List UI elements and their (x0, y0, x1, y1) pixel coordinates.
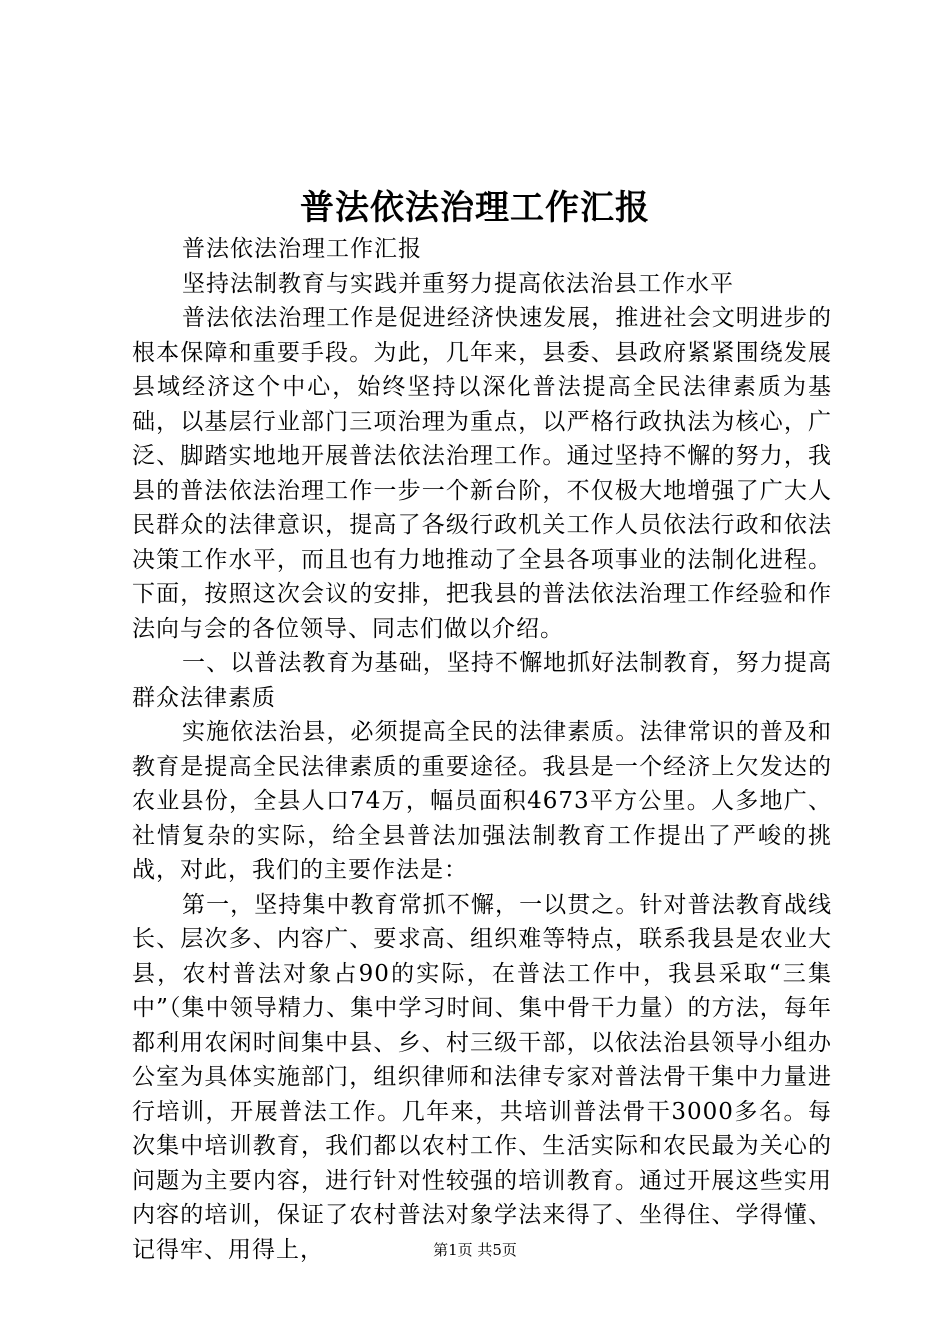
page-title: 普法依法治理工作汇报 (300, 188, 650, 228)
paragraph-heading: 坚持法制教育与实践并重努力提高依法治县工作水平 (182, 270, 734, 297)
section-heading-1: 一、以普法教育为基础，坚持不懈地抓好法制教育，努力提高群众法律素质 (132, 650, 832, 711)
paragraph-intro: 普法依法治理工作是促进经济快速发展，推进社会文明进步的根本保障和重要手段。为此，几年来，县委、县政府紧紧围绕发展县域经济这个中心，始终坚持以深化普法提高全民法律素质为基础，以基层行业部门三项治理为重点，以严格行政执法为核心，广泛、脚踏实地地开展普法依法治理工作。通过坚持不懈的努力，我县的普法依法治理工作一步一个新台阶，不仅极大地增强了广大人民群众的法律意识，提高了各级行政机关工作人员依法行政和依法决策工作水平，而且也有力地推动了全县各项事业的法制化进程。下面，按照这次会议的安排，把我县的普法依法治理工作经验和作法向与会的各位领导、同志们做以介绍。 (132, 305, 832, 642)
paragraph-subtitle: 普法依法治理工作汇报 (182, 236, 422, 262)
paragraph-point-1: 第一，坚持集中教育常抓不懈，一以贯之。针对普法教育战线长、层次多、内容广、要求高、组织难等特点，联系我县是农业大县，农村普法对象占90的实际，在普法工作中，我县采取“三集中”（集中领导精力、集中学习时间、集中骨干力量）的方法，每年都利用农闲时间集中县、乡、村三级干部，以依法治县领导小组办公室为具体实施部门，组织律师和法律专家对普法骨干集中力量进行培训，开展普法工作。几年来，共培训普法骨干3000多名。每次集中培训教育，我们都以农村工作、生活实际和农民最为关心的问题为主要内容，进行针对性较强的培训教育。通过开展这些实用内容的培训，保证了农村普法对象学法来得了、坐得住、学得懂、记得牢、用得上， (132, 891, 832, 1263)
paragraph-section-1: 实施依法治县，必须提高全民的法律素质。法律常识的普及和教育是提高全民法律素质的重要途径。我县是一个经济上欠发达的农业县份，全县人口74万，幅员面积4673平方公里。人多地广、社情复杂的实际，给全县普法加强法制教育工作提出了严峻的挑战，对此，我们的主要作法是： (132, 719, 832, 883)
document-body (132, 232, 832, 1267)
page-footer: 第1页 共5页 (433, 1241, 517, 1259)
